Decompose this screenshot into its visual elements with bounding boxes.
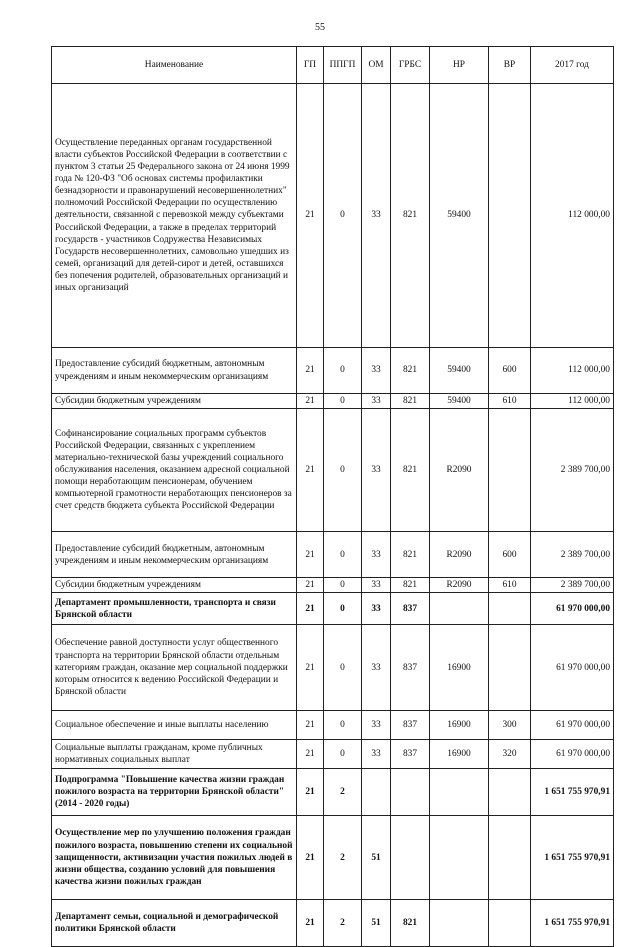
row-gp: 21 bbox=[297, 578, 324, 593]
row-nr bbox=[430, 593, 489, 625]
row-grbs: 837 bbox=[391, 711, 430, 740]
row-nr: 59400 bbox=[430, 348, 489, 394]
header-vr: ВР bbox=[489, 47, 531, 84]
row-gp: 21 bbox=[297, 769, 324, 816]
table-row bbox=[52, 593, 614, 625]
table-row bbox=[52, 625, 614, 711]
row-name: Предоставление субсидий бюджетным, автономным учреждениям и иным некоммерческим организациям bbox=[52, 348, 297, 394]
row-nr: 16900 bbox=[430, 740, 489, 769]
row-gp: 21 bbox=[297, 711, 324, 740]
row-vr bbox=[489, 409, 531, 532]
table-header-row bbox=[52, 47, 614, 84]
row-vr: 610 bbox=[489, 394, 531, 409]
row-sum: 61 970 000,00 bbox=[531, 625, 614, 711]
table-row bbox=[52, 711, 614, 740]
row-om bbox=[362, 769, 391, 816]
row-ppgp: 0 bbox=[324, 711, 362, 740]
row-grbs: 821 bbox=[391, 578, 430, 593]
row-ppgp: 0 bbox=[324, 394, 362, 409]
table-row bbox=[52, 532, 614, 578]
row-ppgp: 0 bbox=[324, 409, 362, 532]
row-grbs: 821 bbox=[391, 900, 430, 947]
row-nr bbox=[430, 816, 489, 900]
row-ppgp: 0 bbox=[324, 625, 362, 711]
row-sum: 112 000,00 bbox=[531, 348, 614, 394]
row-om: 33 bbox=[362, 740, 391, 769]
row-grbs bbox=[391, 816, 430, 900]
row-om: 51 bbox=[362, 816, 391, 900]
row-vr: 320 bbox=[489, 740, 531, 769]
table-row bbox=[52, 348, 614, 394]
row-grbs: 837 bbox=[391, 625, 430, 711]
row-name: Подпрограмма "Повышение качества жизни граждан пожилого возраста на территории Брянской области" (2014 - 2020 годы) bbox=[52, 769, 297, 816]
page-number: 55 bbox=[315, 22, 325, 33]
row-sum: 1 651 755 970,91 bbox=[531, 900, 614, 947]
row-sum: 61 970 000,00 bbox=[531, 593, 614, 625]
row-ppgp: 0 bbox=[324, 593, 362, 625]
row-grbs: 837 bbox=[391, 593, 430, 625]
row-name: Предоставление субсидий бюджетным, автономным учреждениям и иным некоммерческим организациям bbox=[52, 532, 297, 578]
header-grbs: ГРБС bbox=[391, 47, 430, 84]
row-sum: 2 389 700,00 bbox=[531, 409, 614, 532]
row-vr bbox=[489, 593, 531, 625]
row-name: Департамент семьи, социальной и демографической политики Брянской области bbox=[52, 900, 297, 947]
budget-table bbox=[51, 46, 614, 947]
table-row bbox=[52, 900, 614, 947]
row-grbs bbox=[391, 769, 430, 816]
row-vr bbox=[489, 816, 531, 900]
header-name: Наименование bbox=[52, 47, 297, 84]
header-ppgp: ППГП bbox=[324, 47, 362, 84]
table-row bbox=[52, 816, 614, 900]
row-grbs: 821 bbox=[391, 84, 430, 348]
row-vr bbox=[489, 900, 531, 947]
row-sum: 2 389 700,00 bbox=[531, 578, 614, 593]
row-sum: 2 389 700,00 bbox=[531, 532, 614, 578]
row-vr: 600 bbox=[489, 348, 531, 394]
row-gp: 21 bbox=[297, 409, 324, 532]
header-om: ОМ bbox=[362, 47, 391, 84]
row-grbs: 821 bbox=[391, 409, 430, 532]
row-om: 33 bbox=[362, 532, 391, 578]
row-om: 33 bbox=[362, 578, 391, 593]
row-nr: 59400 bbox=[430, 394, 489, 409]
row-gp: 21 bbox=[297, 900, 324, 947]
row-name: Осуществление переданных органам государственной власти субъектов Российской Федерации в соответствии с пунктом 3 статьи 25 Федерального закона от 24 июня 1999 года № 120-ФЗ "Об основах системы профилактики безнадзорности и правонарушений несовершеннолетних" полномочий Российской Федерации по осуществлению деятельности, связанной с перевозкой между субъектами Российской Федерации, а также в пределах территорий государств - участников Содружества Независимых Государств несовершеннолетних, самовольно ушедших из семей, организаций для детей-сирот и детей, оставшихся без попечения родителей, образовательных организаций и иных организаций bbox=[52, 84, 297, 348]
row-om: 33 bbox=[362, 84, 391, 348]
row-om: 33 bbox=[362, 409, 391, 532]
row-ppgp: 0 bbox=[324, 578, 362, 593]
row-ppgp: 0 bbox=[324, 84, 362, 348]
row-om: 33 bbox=[362, 348, 391, 394]
row-nr bbox=[430, 900, 489, 947]
row-vr: 300 bbox=[489, 711, 531, 740]
row-om: 33 bbox=[362, 711, 391, 740]
row-ppgp: 2 bbox=[324, 816, 362, 900]
row-nr: 16900 bbox=[430, 625, 489, 711]
row-om: 33 bbox=[362, 625, 391, 711]
row-nr: R2090 bbox=[430, 532, 489, 578]
row-grbs: 821 bbox=[391, 348, 430, 394]
row-grbs: 821 bbox=[391, 394, 430, 409]
row-vr bbox=[489, 84, 531, 348]
row-grbs: 821 bbox=[391, 532, 430, 578]
row-ppgp: 2 bbox=[324, 900, 362, 947]
row-sum: 112 000,00 bbox=[531, 394, 614, 409]
row-sum: 112 000,00 bbox=[531, 84, 614, 348]
header-nr: НР bbox=[430, 47, 489, 84]
row-name: Обеспечение равной доступности услуг общественного транспорта на территории Брянской области отдельным категориям граждан, оказание мер социальной поддержки которым относится к ведению Российской Федерации и Брянской области bbox=[52, 625, 297, 711]
row-gp: 21 bbox=[297, 740, 324, 769]
row-nr bbox=[430, 769, 489, 816]
row-name: Осуществление мер по улучшению положения граждан пожилого возраста, повышению степени их социальной защищенности, активизации участия пожилых людей в жизни общества, созданию условий для повышения качества жизни пожилых граждан bbox=[52, 816, 297, 900]
row-name: Социальное обеспечение и иные выплаты населению bbox=[52, 711, 297, 740]
row-ppgp: 0 bbox=[324, 532, 362, 578]
row-om: 33 bbox=[362, 394, 391, 409]
row-gp: 21 bbox=[297, 348, 324, 394]
row-nr: 16900 bbox=[430, 711, 489, 740]
table-row bbox=[52, 394, 614, 409]
row-ppgp: 0 bbox=[324, 740, 362, 769]
header-year-2017: 2017 год bbox=[531, 47, 614, 84]
row-ppgp: 0 bbox=[324, 348, 362, 394]
header-gp: ГП bbox=[297, 47, 324, 84]
row-sum: 61 970 000,00 bbox=[531, 740, 614, 769]
row-name: Департамент промышленности, транспорта и связи Брянской области bbox=[52, 593, 297, 625]
row-nr: R2090 bbox=[430, 409, 489, 532]
row-name: Субсидии бюджетным учреждениям bbox=[52, 394, 297, 409]
row-om: 51 bbox=[362, 900, 391, 947]
row-sum: 1 651 755 970,91 bbox=[531, 816, 614, 900]
row-vr bbox=[489, 625, 531, 711]
row-gp: 21 bbox=[297, 816, 324, 900]
row-gp: 21 bbox=[297, 84, 324, 348]
row-om: 33 bbox=[362, 593, 391, 625]
row-vr: 600 bbox=[489, 532, 531, 578]
table-row bbox=[52, 740, 614, 769]
table-row bbox=[52, 578, 614, 593]
row-gp: 21 bbox=[297, 625, 324, 711]
row-gp: 21 bbox=[297, 394, 324, 409]
row-vr: 610 bbox=[489, 578, 531, 593]
row-name: Субсидии бюджетным учреждениям bbox=[52, 578, 297, 593]
row-gp: 21 bbox=[297, 593, 324, 625]
row-name: Социальные выплаты гражданам, кроме публичных нормативных социальных выплат bbox=[52, 740, 297, 769]
row-vr bbox=[489, 769, 531, 816]
table-row bbox=[52, 84, 614, 348]
row-nr: 59400 bbox=[430, 84, 489, 348]
row-sum: 1 651 755 970,91 bbox=[531, 769, 614, 816]
table-row bbox=[52, 409, 614, 532]
table-row bbox=[52, 769, 614, 816]
row-gp: 21 bbox=[297, 532, 324, 578]
row-nr: R2090 bbox=[430, 578, 489, 593]
row-ppgp: 2 bbox=[324, 769, 362, 816]
row-sum: 61 970 000,00 bbox=[531, 711, 614, 740]
row-name: Софинансирование социальных программ субъектов Российской Федерации, связанных с укреплением материально-технической базы учреждений социального обслуживания населения, оказанием адресной социальной помощи неработающим пенсионерам, обучением компьютерной грамотности неработающих пенсионеров за счет средств бюджета субъекта Российской Федерации bbox=[52, 409, 297, 532]
row-grbs: 837 bbox=[391, 740, 430, 769]
